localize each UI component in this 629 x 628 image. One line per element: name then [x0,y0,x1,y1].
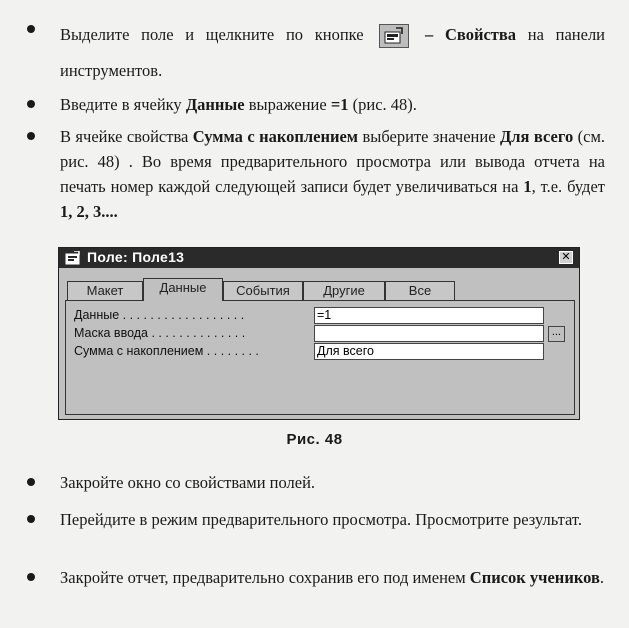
property-row-running-sum [74,343,574,360]
property-label: Данные . . . . . . . . . . . . . . . . . . [74,308,245,322]
text-run: В ячейке свойства [60,127,193,146]
text-run: Перейдите в режим предварительного просмотра. Просмотрите результат. [60,510,583,529]
tab-all[interactable]: Все [385,281,455,300]
bold-term: 1, 2, 3.... [60,202,118,221]
bullet-icon [27,25,35,33]
bold-term: Сумма с накоплением [192,127,359,146]
instruction-text [60,507,605,532]
bold-term: Данные [185,95,245,114]
text-run: выражение [244,95,331,114]
tab-strip [67,278,567,300]
text-run: на панели инструментов. [60,25,606,80]
bold-term: – Свойства [413,25,517,44]
instruction-text [60,124,605,224]
figure-caption: Рис. 48 [286,431,343,448]
text-run: Выделите поле и щелкните по кнопке [60,25,376,44]
input-mask-field[interactable] [314,325,544,342]
close-button[interactable]: ✕ [559,251,573,264]
text-run: Закройте отчет, предварительно сохранив его под именем [60,568,470,587]
bold-term: 1 [523,177,532,196]
bold-term: Список учеников [469,568,600,587]
control-source-field[interactable]: =1 [314,307,544,324]
text-run: , т.е. будет [531,177,605,196]
bullet-icon [27,478,35,486]
text-run: выберите значение [358,127,500,146]
bold-term: =1 [330,95,349,114]
bullet-icon [27,573,35,581]
instruction-text [60,565,605,590]
tab-layout[interactable]: Макет [67,281,143,300]
property-label: Маска ввода . . . . . . . . . . . . . . [74,326,246,340]
text-run: (рис. 48). [348,95,417,114]
properties-icon [65,251,81,270]
instruction-text [60,92,605,117]
bullet-icon [27,100,35,108]
builder-button[interactable]: ... [548,326,565,342]
dialog-title: Поле: Поле13 [87,249,185,265]
bullet-icon [27,515,35,523]
text-run: Закройте окно со свойствами полей. [60,473,316,492]
dialog-titlebar [59,248,579,268]
tab-data[interactable]: Данные [143,278,223,301]
property-row-input-mask [74,325,574,342]
property-label: Сумма с накоплением . . . . . . . . [74,344,259,358]
text-run: Введите в ячейку [60,95,186,114]
text-run: (см. рис. 48) . Во время предварительного просмотра или вывода отчета на печать номер каждой следующей записи будет увеличиваться на [60,127,606,196]
running-sum-field[interactable]: Для всего [314,343,544,360]
field-properties-dialog [58,247,580,420]
bullet-icon [27,132,35,140]
properties-toolbar-icon [379,24,409,48]
properties-panel [65,300,575,415]
text-run: . [599,568,604,587]
instruction-text [60,470,605,495]
bold-term: Для всего [499,127,574,146]
property-row-control-source [74,307,574,324]
tab-other[interactable]: Другие [303,281,385,300]
tab-events[interactable]: События [223,281,303,300]
instruction-text [60,17,605,89]
